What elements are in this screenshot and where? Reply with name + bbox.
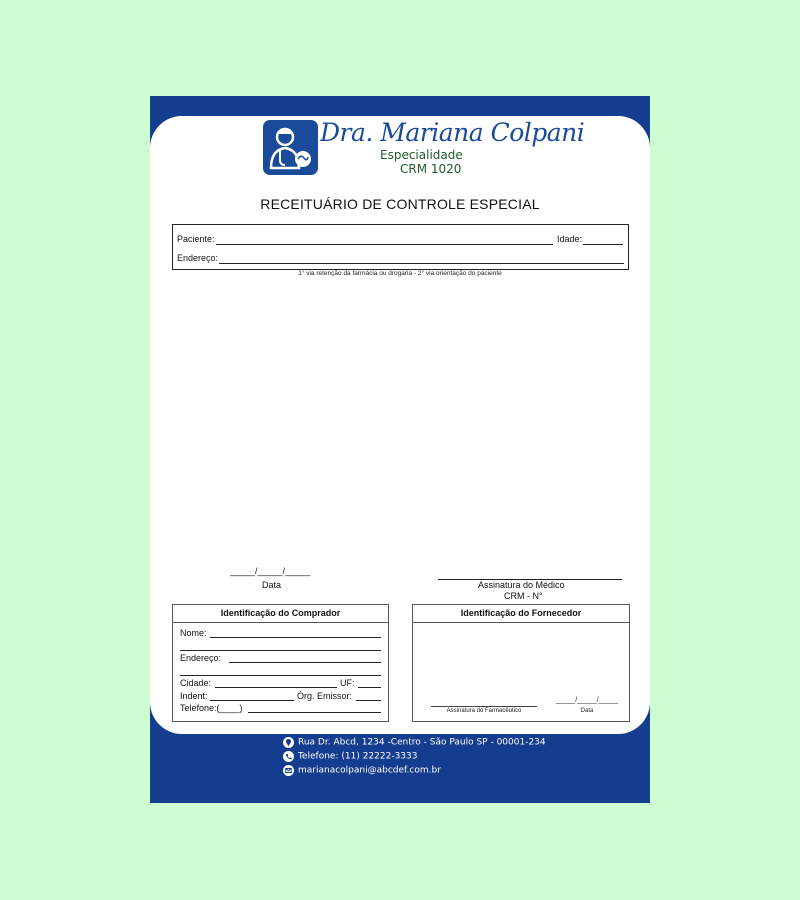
crm-label: CRM - N° [504,591,543,601]
footer-email [283,765,441,779]
prescription-sheet [150,96,650,803]
buyer-phone-label: Telefone:(____) [180,703,243,713]
phone-icon [283,751,294,762]
date-blank[interactable]: _____/_____/_____ [230,566,311,576]
prescription-body [150,116,650,734]
crm-number: CRM 1020 [400,162,462,176]
footer-phone [283,751,417,765]
buyer-name-field[interactable] [210,637,381,638]
pharmacist-signature-line[interactable] [431,706,537,707]
buyer-phone-field[interactable] [248,712,381,713]
buyer-id-label: Indent: [180,691,208,701]
footer-address [283,737,546,751]
patient-box [172,224,629,270]
specialty: Especialidade [380,148,463,162]
doctor-signature-label: Assinatura do Médico [478,580,565,590]
doctor-stethoscope-icon [263,120,318,175]
via-note: 1° via retenção da farmácia ou drogaria - 2° via orientação do paciente [298,270,502,277]
buyer-address-field-2[interactable] [180,675,381,676]
buyer-city-field[interactable] [215,687,337,688]
buyer-city-label: Cidade: [180,678,212,688]
supplier-date-label: Data [580,708,594,714]
buyer-uf-field[interactable] [358,687,381,688]
footer-phone-text: Telefone: (11) 22222-3333 [298,751,418,762]
age-field[interactable] [583,244,623,245]
pharmacist-signature-label: Assinatura do Farmacêutico [446,708,522,714]
buyer-name-field-2[interactable] [180,650,381,651]
supplier-box [412,604,630,722]
address-label: Endereço: [177,253,219,263]
footer-email-text[interactable]: marianacolpani@abcdef.com.br [298,765,441,776]
buyer-issuer-label: Órg. Emissor: [297,691,353,701]
buyer-issuer-field[interactable] [356,700,381,701]
buyer-uf-label: UF: [340,678,355,688]
patient-field[interactable] [216,244,553,245]
footer-address-text: Rua Dr. Abcd, 1234 -Centro - São Paulo SP - 00001-234 [298,737,546,748]
doctor-logo [263,120,318,175]
doctor-name: Dra. Mariana Colpani [320,118,585,147]
buyer-address-label: Endereço: [180,653,222,663]
form-title: RECEITUÁRIO DE CONTROLE ESPECIAL [260,196,540,212]
buyer-name-label: Nome: [180,628,207,638]
buyer-title: Identificação do Comprador [173,605,388,623]
address-field[interactable] [219,263,624,264]
age-label: Idade: [557,234,583,244]
patient-label: Paciente: [177,234,215,244]
buyer-box [172,604,389,722]
location-pin-icon [283,737,294,748]
buyer-id-field[interactable] [210,700,294,701]
supplier-date-blank[interactable]: _____/_____/_____ [555,697,619,704]
date-label: Data [262,580,282,590]
buyer-address-field[interactable] [229,662,381,663]
supplier-title: Identificação do Fornecedor [413,605,629,623]
email-icon [283,765,294,776]
